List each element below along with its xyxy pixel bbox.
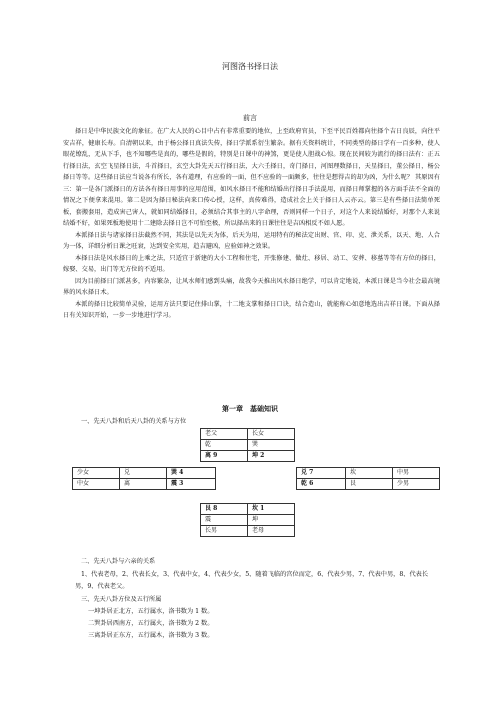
table-cell: 坤 2	[248, 451, 295, 462]
table-cell: 长男	[201, 526, 248, 537]
bagua-table-bottom	[200, 503, 295, 537]
table-cell: 少女	[73, 468, 120, 479]
table-cell: 中女	[73, 479, 120, 490]
table-cell: 少男	[393, 479, 440, 490]
table-cell: 艮 8	[201, 504, 248, 515]
table-cell: 老母	[248, 526, 295, 537]
section-2-paragraph: 1、代表老母，2、代表长女，3、代表中女，4、代表少女，5、随着飞临的宫位而定，6、代表少男，7、代表中男，8、代表长男，9、代表老父。	[75, 571, 429, 590]
section-heading-1: 一、先天八卦和后天八卦的关系与方位	[81, 418, 187, 425]
bagua-table-right	[296, 467, 440, 490]
preface-paragraph: 择日是中华民族文化的象征。在广大人民的心目中占有非常重要的地位，上至政府官员，下至平民百姓都向往择个吉日良辰，向往平安吉祥，健康长寿。自清朝以来，由于杨公择日真法失传，择日学派系衍生繁杂。据有关资料统计，不同类型的择日学有一百多种，使人眼花缭乱，无从下手，也不知哪些是真的，哪些是假的，特别是日课中的神煞，更是使人胆战心惊。现在民间较为流行的择日法有：正五行择日法，玄空飞星择日法，斗首择日，玄空大卦先天五行择日法，大六壬择日，奇门择日，河图理数择日，天星择日，董公择日，杨公择日等等。这些择日法应当说各有所长，各有道理，有应验的一面，但不应验的一面颇多，往往是想得吉的却为凶，为什么呢？ 其原因有三：第一是各门派择日的方法各有择日用事的应用范围，如风水择日不能和结婚出行择日手法混用，而择日师掌握的各方面手法不全面的情况之下便拿来混用。第二是因为择日秘法向来口传心授，这样，真传难得，造成社会上关于择日人云亦云。第三是有些择日法简单死板，套搬套用，造成害己害人，就如同结婚择日，必须结合其事主的八字命理，否则同样一个日子，对这个人来说结婚好，对那个人来说结婚不好，如果死板地使用十二建除去择日岂不可怕至极，所以择出来的日课往往是吉凶相反不如人愿。	[63, 128, 440, 227]
table-cell: 兑	[120, 468, 167, 479]
list-item: 三离卦居正东方，五行属木，洛书数为 3 数。	[88, 632, 214, 639]
table-cell: 乾	[201, 440, 248, 451]
table-cell: 震	[201, 515, 248, 526]
table-cell: 中男	[393, 468, 440, 479]
table-cell: 坎 1	[248, 504, 295, 515]
section-2-text	[75, 569, 435, 592]
bagua-table-left	[72, 467, 216, 490]
table-cell: 坎	[346, 468, 393, 479]
table-cell: 老父	[201, 429, 248, 440]
table-cell: 长女	[248, 429, 295, 440]
document-title: 河图洛书择日法	[222, 62, 278, 71]
section-heading-3: 三、先天八卦方位及五行所属	[81, 596, 162, 603]
table-cell: 乾 6	[297, 479, 346, 490]
preface-paragraph: 本择日法是风水择日的上乘之法，只适宜于新建的大小工程和住宅，开张修建、做灶、移居、动工、安葬、移墓等等有方位的择日，嫁娶、交易，出门等无方位的不适用。	[63, 254, 440, 273]
preface-paragraph: 本派择日法与诸家择日法截然不同，其法是以先天为体，后天为用，运用特有的秘法定出财、官、印、克、泄关系，以天、地、人合为一体，详细分析日课之旺衰，达到安全实用，趋吉避凶，应验如神之效果。	[63, 231, 440, 250]
list-item: 二巽卦居西南方，五行属火，洛书数为 2 数。	[88, 620, 214, 627]
table-cell: 离 9	[201, 451, 248, 462]
table-cell: 坤	[248, 515, 295, 526]
table-cell: 巽 4	[167, 468, 216, 479]
table-cell: 离	[120, 479, 167, 490]
table-cell: 巽	[248, 440, 295, 451]
preface-paragraph: 因为目前择日门派甚多，内容繁杂，让风水师们感到头痛，故我今天推出风水择日绝学，可以肯定地说，本派日课是当今社会最高境界的风水择日术。	[63, 277, 440, 296]
bagua-table-top	[200, 428, 295, 462]
preface-heading: 前言	[243, 114, 257, 122]
chapter-heading: 第一章 基础知识	[222, 404, 278, 413]
preface-body	[63, 126, 440, 322]
list-item: 一坤卦居正北方，五行属水，洛书数为 1 数。	[88, 608, 214, 615]
section-heading-2: 二、先天八卦与六亲的关系	[81, 558, 156, 565]
table-cell: 震 3	[167, 479, 216, 490]
table-cell: 兑 7	[297, 468, 346, 479]
preface-paragraph: 本派的择日比较简单灵验，运用方法只要记住排山掌，十二地支掌和择日口诀，结合造山，就能称心如意地选出吉祥日课。下面从择日有关知识开始，一步一步地进行学习。	[63, 300, 440, 319]
table-cell: 艮	[346, 479, 393, 490]
